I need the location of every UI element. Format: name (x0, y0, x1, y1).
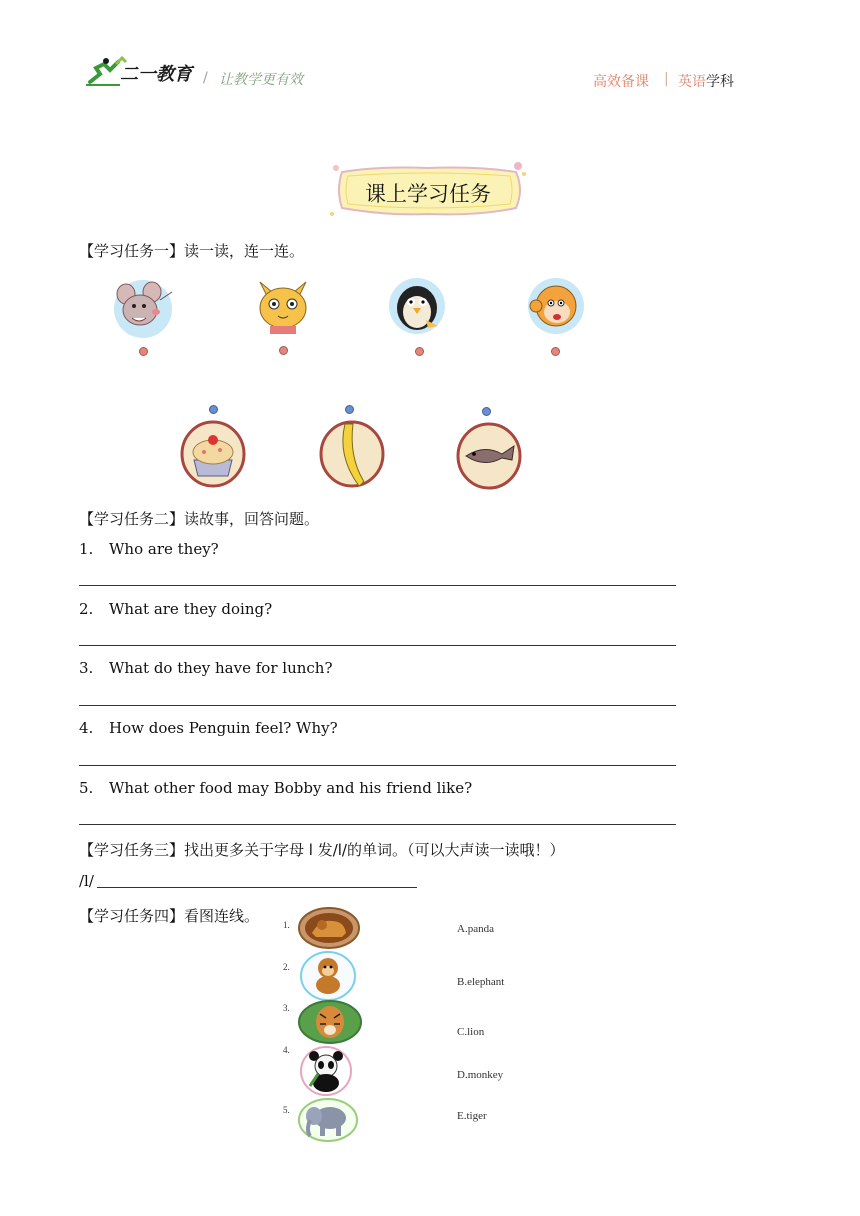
question-5 (79, 779, 472, 797)
question-3 (79, 659, 333, 677)
answer-line-4[interactable] (79, 765, 676, 766)
header-label-subject-rest: 学科 (706, 74, 734, 90)
task4-title: 【学习任务四】看图连线。 (79, 907, 260, 925)
banner-title: 课上学习任务 (365, 182, 491, 206)
match-dot-banana[interactable] (345, 405, 354, 414)
phoneme-answer-line[interactable] (97, 873, 417, 888)
task3-title: 【学习任务三】找出更多关于字母 l 发/l/的单词。（可以大声读一读哦！） (79, 841, 565, 859)
match-dot-mouse[interactable] (139, 347, 148, 356)
answer-line-2[interactable] (79, 645, 676, 646)
item-number: 1. (283, 920, 290, 930)
header-label-prep: 高效备课 (593, 74, 649, 90)
question-number: 4. (79, 719, 94, 737)
header-label-subject-highlight: 英语 (678, 74, 706, 90)
question-text: What are they doing? (109, 600, 273, 618)
match-dot-cake[interactable] (209, 405, 218, 414)
answer-line-3[interactable] (79, 705, 676, 706)
slogan-separator: / (203, 70, 208, 86)
question-text: What do they have for lunch? (109, 659, 333, 677)
question-number: 5. (79, 779, 94, 797)
question-number: 1. (79, 540, 94, 558)
match-dot-monkey[interactable] (551, 347, 560, 356)
item-number: 3. (283, 1003, 290, 1013)
question-1 (79, 540, 219, 558)
monkey-icon (526, 276, 586, 336)
item-number: 2. (283, 962, 290, 972)
penguin-icon (388, 276, 446, 336)
question-text: What other food may Bobby and his friend like? (109, 779, 473, 797)
task1-title: 【学习任务一】读一读，连一连。 (79, 242, 305, 260)
answer-option-d: D.monkey (457, 1069, 504, 1081)
question-number: 2. (79, 600, 94, 618)
phoneme-label: /l/ (79, 872, 94, 890)
banana-icon (319, 420, 385, 488)
header-separator: | (664, 71, 669, 87)
match-dot-cat[interactable] (279, 346, 288, 355)
answer-option-c: C.lion (457, 1026, 485, 1038)
slogan: 让教学更有效 (219, 72, 303, 88)
cake-icon (180, 420, 246, 488)
elephant-icon (298, 1098, 358, 1142)
answer-option-e: E.tiger (457, 1110, 487, 1122)
question-4 (79, 719, 338, 737)
monkey-photo-icon (300, 951, 356, 1001)
answer-option-b: B.elephant (457, 976, 505, 988)
match-dot-penguin[interactable] (415, 347, 424, 356)
lion-icon (298, 907, 360, 949)
question-number: 3. (79, 659, 94, 677)
fish-icon (456, 422, 522, 490)
answer-line-1[interactable] (79, 585, 676, 586)
panda-icon (300, 1046, 352, 1096)
question-2 (79, 600, 272, 618)
tiger-icon (298, 1000, 362, 1044)
match-dot-fish[interactable] (482, 407, 491, 416)
item-number: 5. (283, 1105, 290, 1115)
question-text: Who are they? (109, 540, 219, 558)
item-number: 4. (283, 1045, 290, 1055)
task2-title: 【学习任务二】读故事，回答问题。 (79, 510, 320, 528)
answer-line-5[interactable] (79, 824, 676, 825)
mouse-icon (112, 278, 174, 340)
question-text: How does Penguin feel? Why? (109, 719, 338, 737)
answer-option-a: A.panda (457, 923, 494, 935)
cat-icon (252, 276, 314, 338)
logo-text: 二一教育 (120, 64, 192, 85)
